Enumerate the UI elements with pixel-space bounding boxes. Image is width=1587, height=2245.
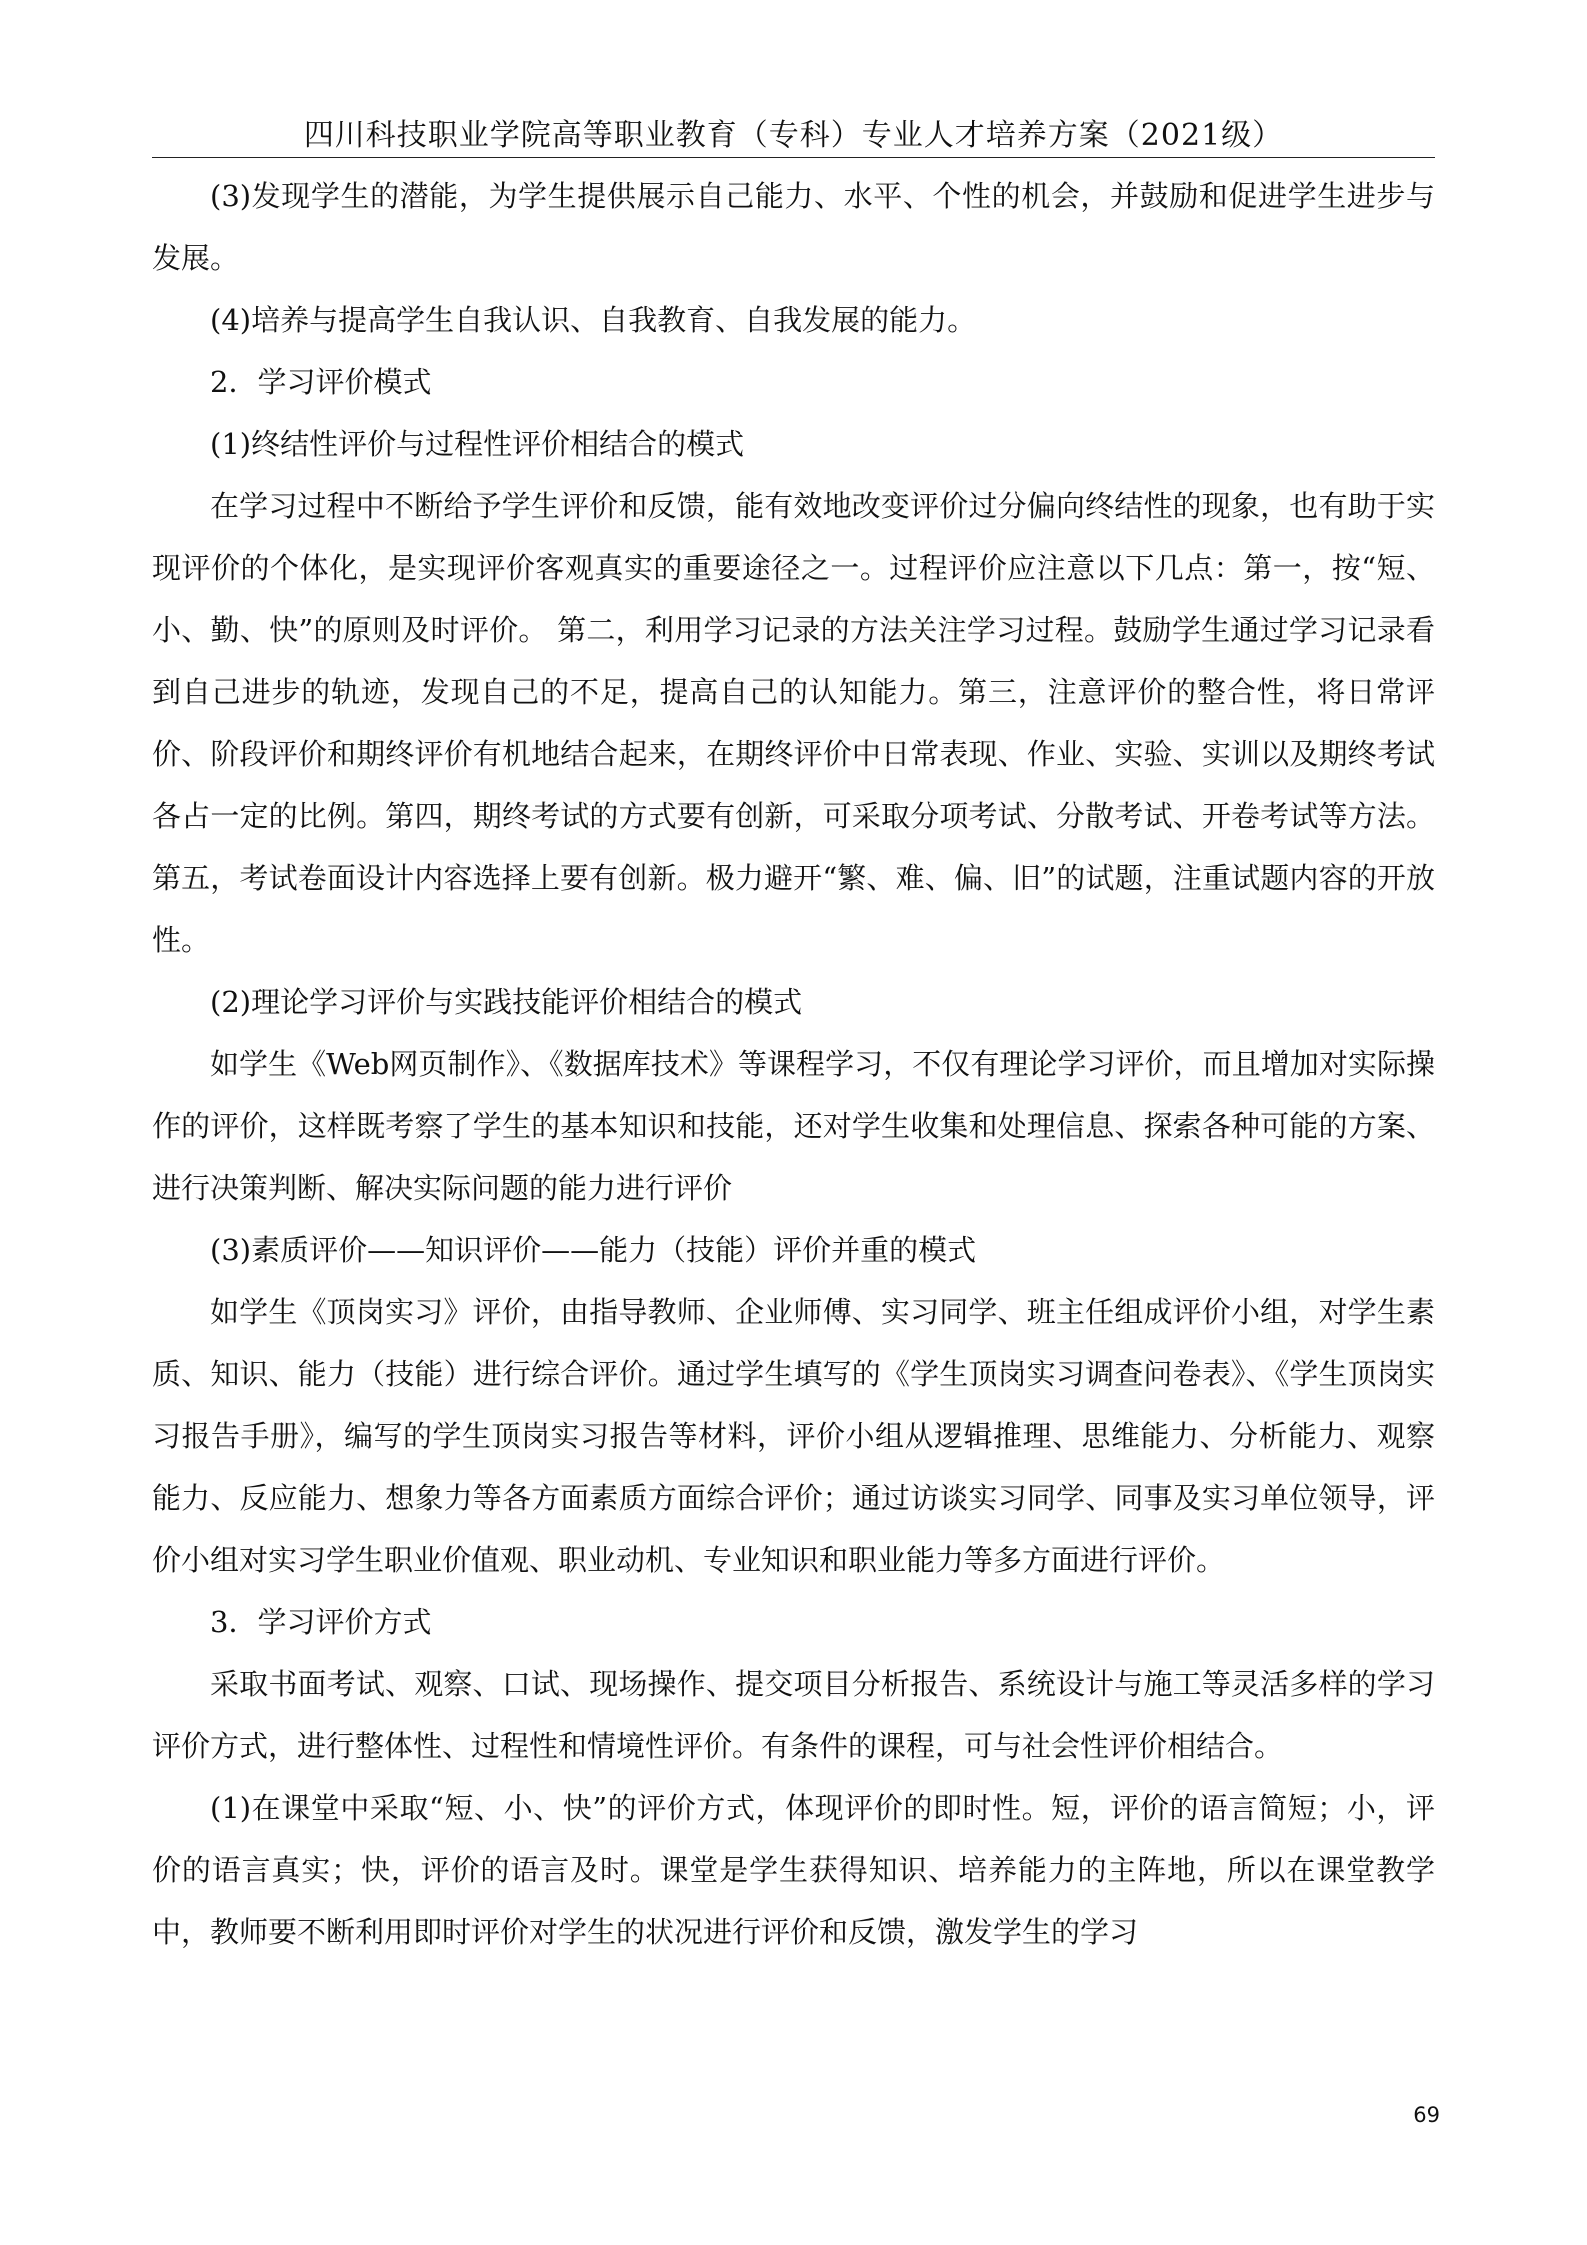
page-header-title: 四川科技职业学院高等职业教育（专科）专业人才培养方案（2021级）: [303, 118, 1284, 153]
page-number: 69: [1413, 2103, 1440, 2127]
section-heading-3: 3．学习评价方式: [210, 1605, 432, 1639]
paragraph-4: 如学生《Web网页制作》、《数据库技术》等课程学习，不仅有理论学习评价，而且增加对实际操作的评价，这样既考察了学生的基本知识和技能，还对学生收集和处理信息、探索各种可能的方案、进行决策判断、解决实际问题的能力进行评价: [152, 1047, 1435, 1205]
paragraph-2: (4)培养与提高学生自我认识、自我教育、自我发展的能力。: [210, 303, 977, 337]
subheading-1: (1)终结性评价与过程性评价相结合的模式: [210, 427, 745, 461]
paragraph-3: 在学习过程中不断给予学生评价和反馈，能有效地改变评价过分偏向终结性的现象，也有助于实现评价的个体化，是实现评价客观真实的重要途径之一。过程评价应注意以下几点：第一，按“短、小、勤、快”的原则及时评价。 第二，利用学习记录的方法关注学习过程。鼓励学生通过学习记录看到自己进步的轨迹，发现自己的不足，提高自己的认知能力。第三，注意评价的整合性，将日常评价、阶段评价和期终评价有机地结合起来，在期终评价中日常表现、作业、实验、实训以及期终考试各占一定的比例。第四，期终考试的方式要有创新，可采取分项考试、分散考试、开卷考试等方法。第五，考试卷面设计内容选择上要有创新。极力避开“繁、难、偏、旧”的试题，注重试题内容的开放性。: [152, 489, 1435, 957]
subheading-3: (3)素质评价——知识评价——能力（技能）评价并重的模式: [210, 1233, 977, 1267]
subheading-2: (2)理论学习评价与实践技能评价相结合的模式: [210, 985, 803, 1019]
section-heading-2: 2．学习评价模式: [210, 365, 432, 399]
paragraph-7: (1)在课堂中采取“短、小、快”的评价方式，体现评价的即时性。短，评价的语言简短；小，评价的语言真实；快，评价的语言及时。课堂是学生获得知识、培养能力的主阵地，所以在课堂教学中，教师要不断利用即时评价对学生的状况进行评价和反馈，激发学生的学习: [152, 1791, 1435, 1949]
paragraph-6: 采取书面考试、观察、口试、现场操作、提交项目分析报告、系统设计与施工等灵活多样的学习评价方式，进行整体性、过程性和情境性评价。有条件的课程，可与社会性评价相结合。: [152, 1667, 1435, 1763]
header-divider: [152, 157, 1435, 158]
paragraph-5: 如学生《顶岗实习》评价，由指导教师、企业师傅、实习同学、班主任组成评价小组，对学生素质、知识、能力（技能）进行综合评价。通过学生填写的《学生顶岗实习调查问卷表》、《学生顶岗实习报告手册》，编写的学生顶岗实习报告等材料，评价小组从逻辑推理、思维能力、分析能力、观察能力、反应能力、想象力等各方面素质方面综合评价；通过访谈实习同学、同事及实习单位领导，评价小组对实习学生职业价值观、职业动机、专业知识和职业能力等多方面进行评价。: [152, 1295, 1435, 1577]
document-body: [152, 165, 1435, 1963]
paragraph-1: (3)发现学生的潜能，为学生提供展示自己能力、水平、个性的机会，并鼓励和促进学生进步与发展。: [152, 179, 1435, 275]
